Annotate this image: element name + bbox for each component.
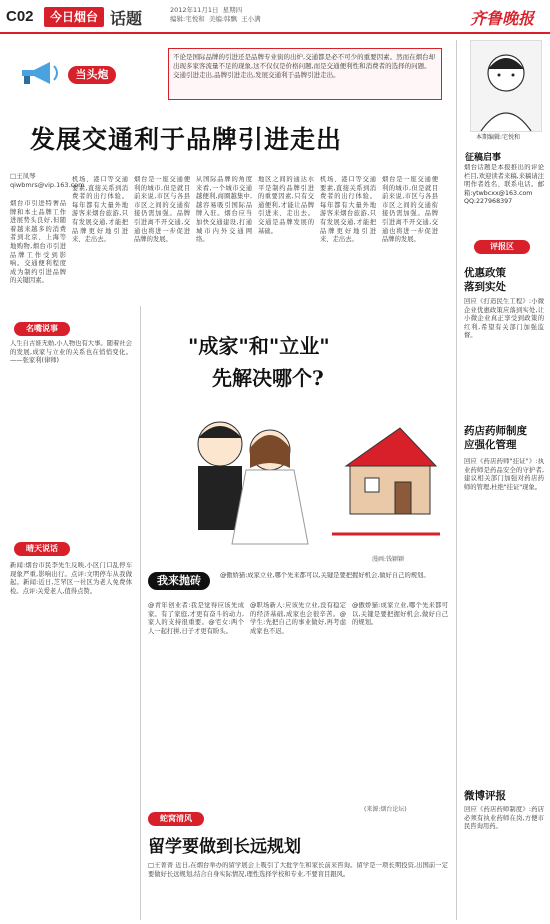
- left-text-1: 人生自古谁无婚,小人物也有大事。随着社会的发展,成家与立业的关系也在悄悄变化。——张家利(律师): [10, 340, 132, 365]
- feature-title-line-1: "成家"和"立业": [188, 334, 330, 358]
- bottom-text: □王菁菁 近日,在烟台举办的留学展会上吸引了大批学生和家长前来咨询。留学是一项长期投资,出国前一定要做好长远规划,结合自身实际情况,理性选择学校和专业,不要盲目跟风。: [148, 862, 448, 878]
- article-col-6: 机场、港口等交通要素,直接关系到消费者的出行体验。每年都有大量外地游客来烟台旅游,只有发展交通,才能把品牌更好地引进来、走出去。: [320, 176, 376, 244]
- article-col-3: 烟台是一座交通便利的城市,但是就目前来说,市区与各县市区之间的交通衔接仍需加强。品牌引进离不开交通,交通也将进一步促进品牌的发展。: [134, 176, 190, 244]
- right-title-2: 药店药师制度 应强化管理: [464, 425, 527, 451]
- lead-box: [168, 48, 442, 100]
- byline: □王凤琴 qiwbmrs@vip.163.com: [10, 172, 85, 189]
- article-col-1: 烟台市引进特奢品牌和本土品牌工作进展势头良好,但随着越来越多的消费者到北京、上海等地购物,烟台市引进品牌工作受到影响。交通便利程度成为制约引进品牌的关键因素。: [10, 200, 66, 285]
- left-tag-2: 晴天说话: [14, 542, 70, 556]
- article-col-2: 机场、港口等交通要素,直接关系到消费者的出行体验。每年都有大量外地游客来烟台旅游,只有发展交通,才能把品牌更好地引进来、走出去。: [72, 176, 128, 244]
- lead-text: 不论是国际品牌的引进还是品牌专业街的出炉,交通都是必不可少的重要因素。然而在烟台却出现多家客流量不足的现象,这不仅仅是价格问题,而是交通便利性和消费者的选择的问题。交通引进走出,品牌引进走出,发展交通利于品牌引进走出。: [173, 53, 436, 79]
- article-col-5: 地区之间的通达水平是制约品牌引进的重要因素,只有交通便利,才能让品牌引进来、走出去。交通是品牌发展的基础。: [258, 176, 314, 235]
- portrait-caption: 本期编辑:宅悦和: [476, 134, 521, 141]
- date-line: 2012年11月1日 星期四 编辑:宅悦和 美编:韩飘 王小满: [170, 6, 261, 23]
- top-tag: 当头炮: [68, 66, 116, 84]
- dialog-credit: (来源:烟台论坛): [364, 806, 407, 813]
- right-text-2: 回应《药店药师"挂证"》:执业药师是药品安全的守护者,建议相关部门加强对药店药师的管理,杜绝"挂证"现象。: [464, 458, 544, 491]
- right-text-1: 回应《打造民生工程》:小微企业优惠政策应落到实处,让小微企业真正享受到政策的红利,希望有关部门加强监督。: [464, 298, 544, 340]
- notice-text: 烟台话题是本报推出的评论栏目,欢迎读者来稿,来稿请注明作者姓名、联系电话。邮箱:ytwbcxx@163.com QQ:227968397: [464, 164, 544, 206]
- left-text-2: 新闻:烟台市民李先生反映,小区门口乱停车现象严重,影响出行。点评:文明停车从我做起。新闻:近日,芝罘区一社区为老人免费体检。点评:关爱老人,值得点赞。: [10, 562, 132, 595]
- editor-portrait: [470, 40, 542, 132]
- left-tag-1: 名嘴说事: [14, 322, 70, 336]
- section-tag: 今日烟台: [44, 7, 104, 27]
- dialog-tag: 我来抛砖: [148, 572, 210, 590]
- feature-title-line-2: 先解决哪个?: [212, 366, 324, 390]
- section-name: 话题: [110, 9, 143, 28]
- megaphone-icon: [16, 58, 66, 88]
- article-col-4: 从国际品牌的角度来看,一个城市交通越便利,商圈越集中,越容易吸引国际品牌入驻。烟台应当加快交通建设,打通城市内外交通网络。: [196, 176, 252, 244]
- left-column-divider: [140, 306, 141, 920]
- headline-1: 发展交通利于品牌引进走出: [30, 125, 343, 154]
- page-number: C02: [6, 8, 34, 25]
- right-title-1: 优惠政策 落到实处: [464, 267, 506, 293]
- bottom-tag: 蛇窝清风: [148, 812, 204, 826]
- dialog-text-right: @傲娇猫:成家立业,哪个先来都可以,关键是要把握好机会,做好自己的规划。: [352, 602, 448, 627]
- article-col-7: 烟台是一座交通便利的城市,但是就目前来说,市区与各县市区之间的交通衔接仍需加强。品牌引进离不开交通,交通也将进一步促进品牌的发展。: [382, 176, 438, 244]
- newspaper-brand: 齐鲁晚报: [470, 9, 535, 28]
- cartoon-illustration: [150, 404, 450, 560]
- column-divider: [456, 40, 457, 920]
- weibo-text: 回应《药店药师制度》:药店必须有执业药师在岗,方便市民咨询用药。: [464, 806, 544, 831]
- dialog-text-mid: @职场新人:应该先立业,没有稳定的经济基础,成家也会很辛苦。@学生:先把自己的事业做好,再考虑成家也不迟。: [250, 602, 346, 635]
- comment-section-tag: 评报区: [474, 240, 530, 254]
- cartoon-caption: 漫画:钱颖颖: [372, 556, 405, 563]
- headline-3: 留学要做到长远规划: [148, 837, 301, 857]
- dialog-intro: @傲娇猫:成家立业,哪个先来都可以,关键是要把握好机会,做好自己的规划。: [220, 572, 430, 579]
- weibo-title: 微博评报: [464, 790, 506, 802]
- dialog-text-left: @青年创业者:我是觉得应该先成家。有了家庭,才更有奋斗的动力,家人的支持很重要。@宅女:两个人一起打拼,日子才更有盼头。: [148, 602, 244, 635]
- notice-title: 征稿启事: [465, 153, 502, 163]
